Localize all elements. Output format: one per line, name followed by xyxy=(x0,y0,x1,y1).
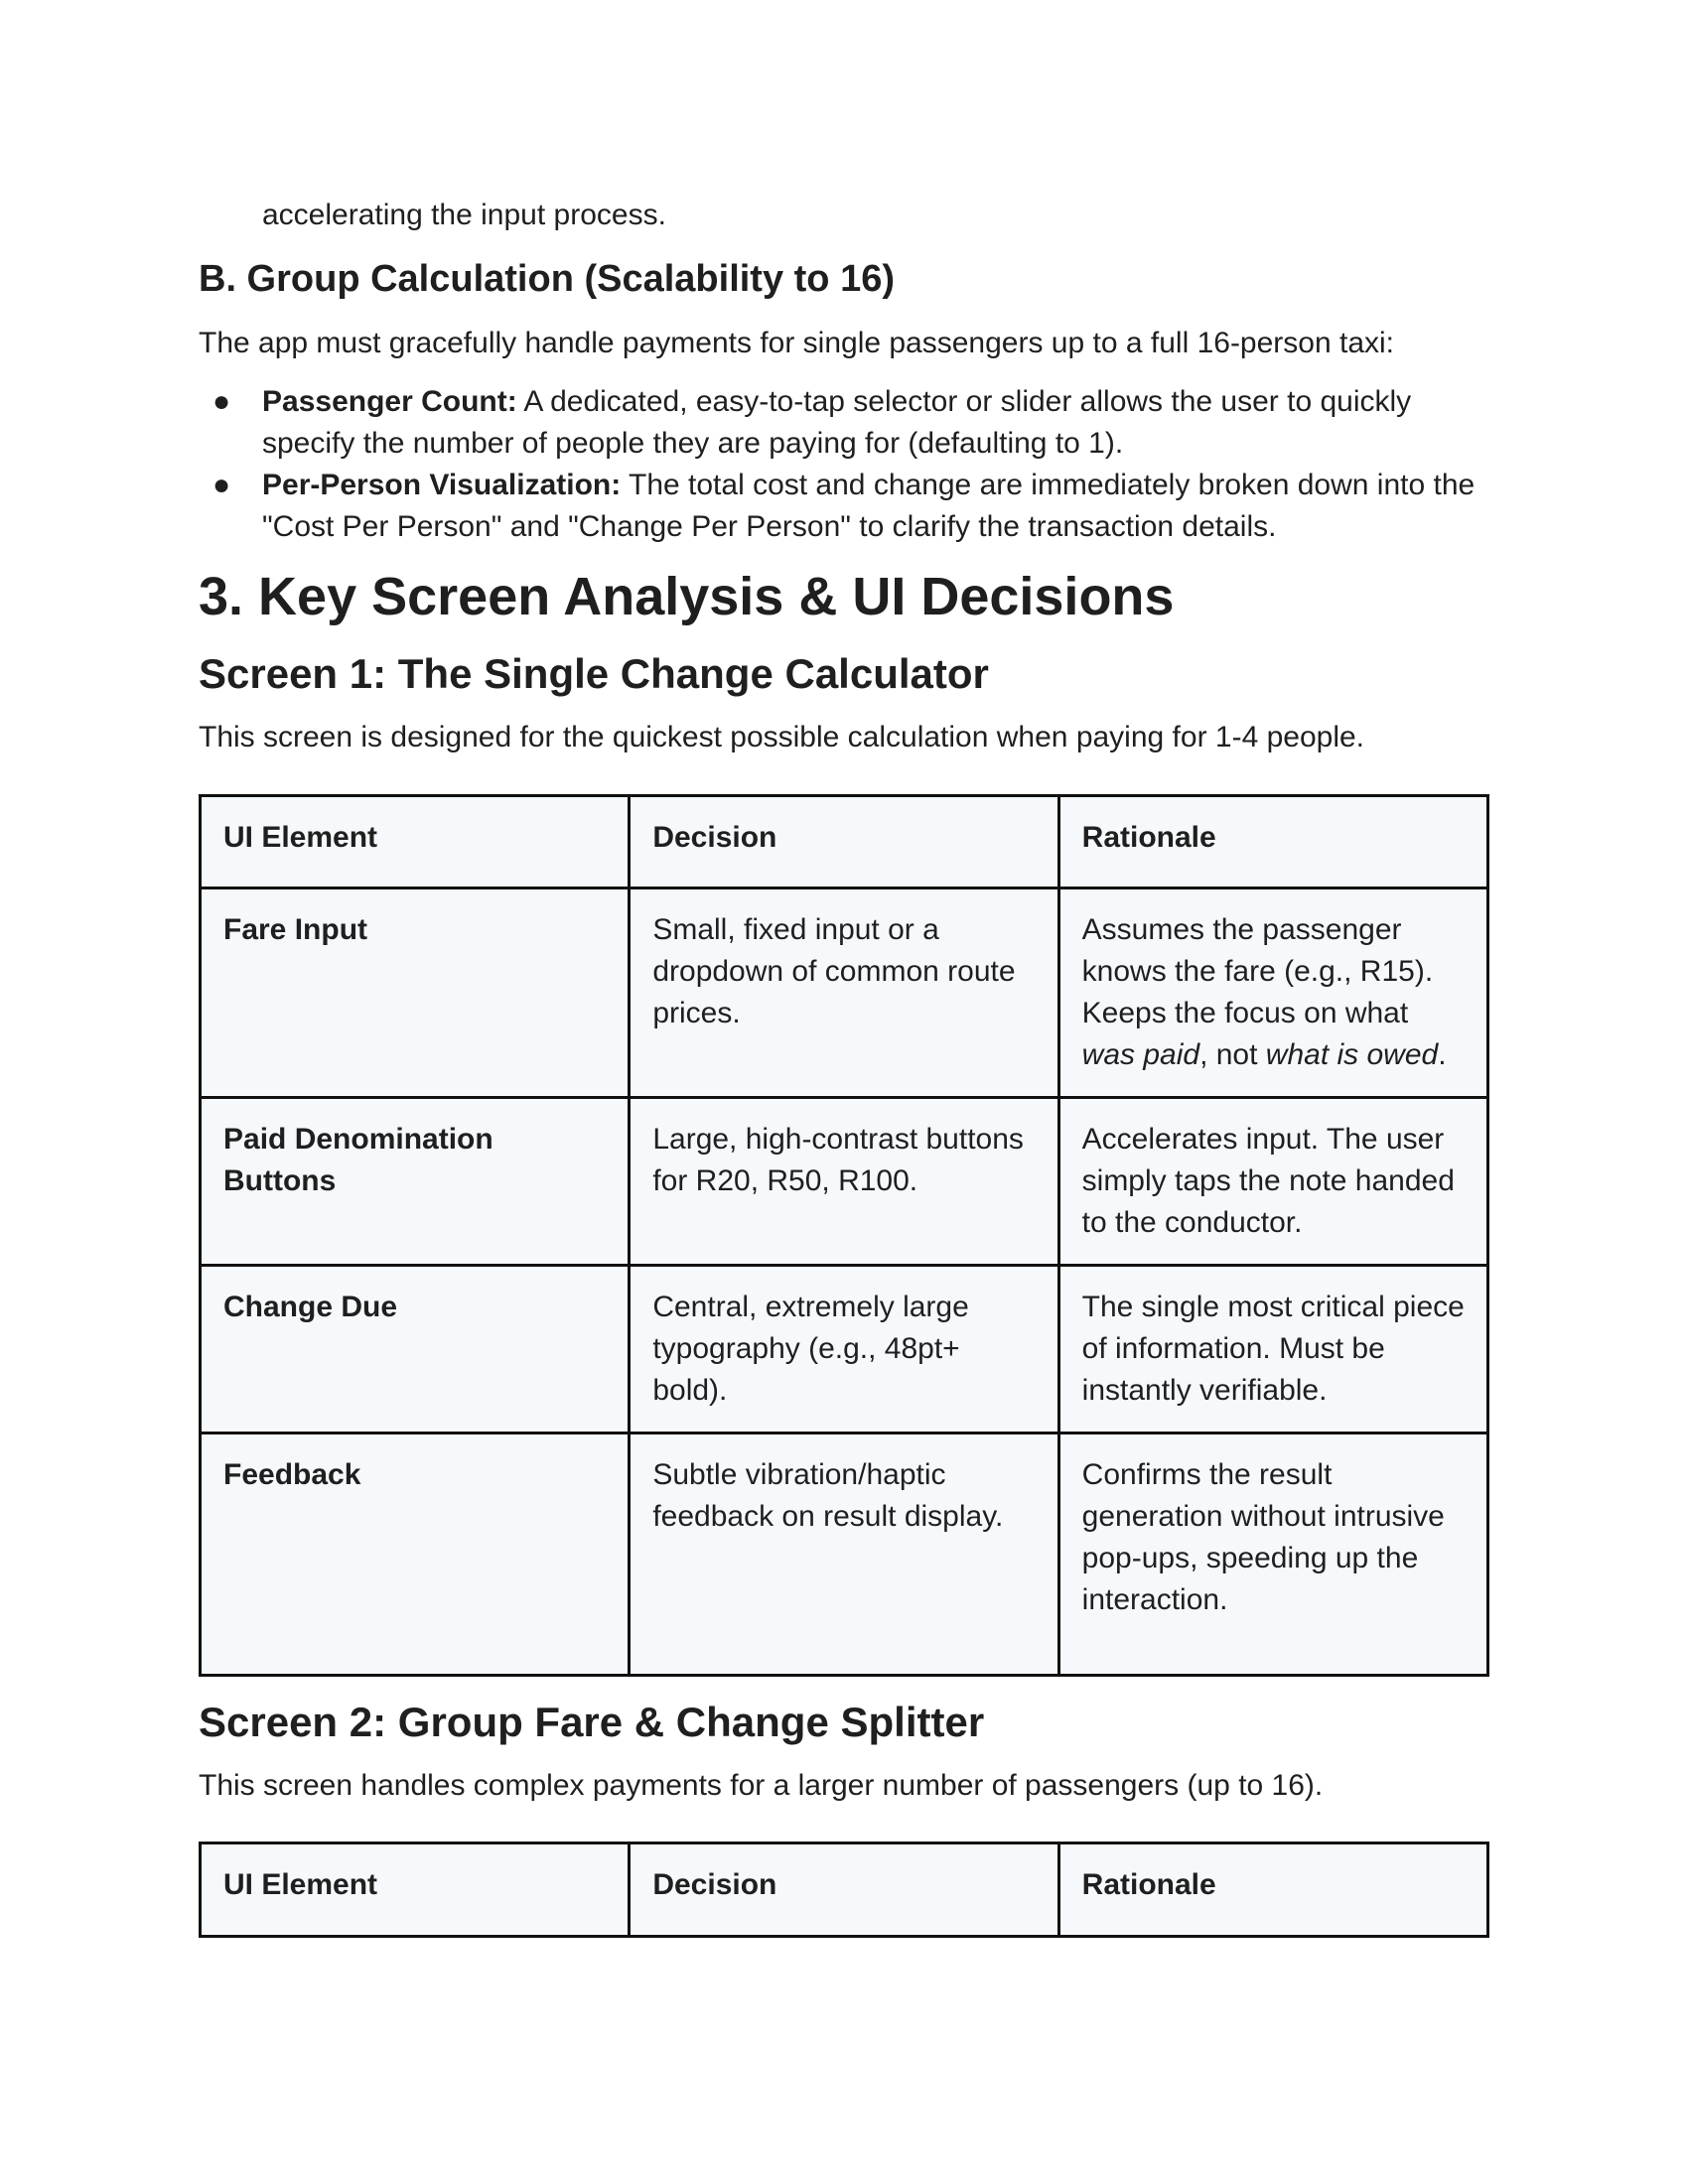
header-cell: Decision xyxy=(630,796,1058,888)
decision-cell: Central, extremely large typography (e.g., 48pt+ bold). xyxy=(630,1266,1058,1433)
rationale-cell: The single most critical piece of information. Must be instantly verifiable. xyxy=(1058,1266,1487,1433)
bullet-per-person: ● Per-Person Visualization: The total cost and change are immediately broken down into the "Cost Per Person" and "Change Per Person" to clarify the transaction details. xyxy=(199,465,1489,548)
table-header-row xyxy=(201,1843,1488,1937)
bullet-passenger-count: ● Passenger Count: A dedicated, easy-to-tap selector or slider allows the user to quickly specify the number of people they are paying for (defaulting to 1). xyxy=(199,381,1489,465)
section-b-heading: B. Group Calculation (Scalability to 16) xyxy=(199,258,895,300)
bullet-icon: ● xyxy=(212,469,231,501)
decision-cell: Large, high-contrast buttons for R20, R50, R100. xyxy=(630,1098,1058,1266)
screen1-heading: Screen 1: The Single Change Calculator xyxy=(199,650,989,697)
element-cell: Change Due xyxy=(201,1266,630,1433)
table-row xyxy=(201,888,1488,1098)
header-cell: Rationale xyxy=(1058,796,1487,888)
decision-cell: Small, fixed input or a dropdown of common route prices. xyxy=(630,888,1058,1098)
screen2-table xyxy=(199,1842,1489,1938)
intro-tail-text: accelerating the input process. xyxy=(262,199,666,231)
element-cell: Paid Denomination Buttons xyxy=(201,1098,630,1266)
table-row xyxy=(201,1433,1488,1676)
section-3-heading: 3. Key Screen Analysis & UI Decisions xyxy=(199,567,1175,626)
screen2-heading: Screen 2: Group Fare & Change Splitter xyxy=(199,1699,985,1745)
element-cell: Feedback xyxy=(201,1433,630,1676)
element-cell: Fare Input xyxy=(201,888,630,1098)
screen1-paragraph: This screen is designed for the quickest possible calculation when paying for 1-4 people. xyxy=(199,721,1365,753)
table-row xyxy=(201,1266,1488,1433)
header-cell: UI Element xyxy=(201,1843,630,1937)
header-cell: UI Element xyxy=(201,796,630,888)
bullet-icon: ● xyxy=(212,385,231,418)
header-cell: Rationale xyxy=(1058,1843,1487,1937)
section-b-bullets xyxy=(199,381,1489,548)
rationale-cell: Confirms the result generation without intrusive pop-ups, speeding up the interaction. xyxy=(1058,1433,1487,1676)
header-cell: Decision xyxy=(630,1843,1058,1937)
screen2-paragraph: This screen handles complex payments for a larger number of passengers (up to 16). xyxy=(199,1769,1324,1802)
screen1-table xyxy=(199,794,1489,1677)
section-b-paragraph: The app must gracefully handle payments for single passengers up to a full 16-person taxi: xyxy=(199,327,1395,359)
decision-cell: Subtle vibration/haptic feedback on result display. xyxy=(630,1433,1058,1676)
rationale-cell: Assumes the passenger knows the fare (e.g., R15). Keeps the focus on what was paid, not what is owed. xyxy=(1058,888,1487,1098)
table-header-row xyxy=(201,796,1488,888)
rationale-cell: Accelerates input. The user simply taps the note handed to the conductor. xyxy=(1058,1098,1487,1266)
table-row xyxy=(201,1098,1488,1266)
